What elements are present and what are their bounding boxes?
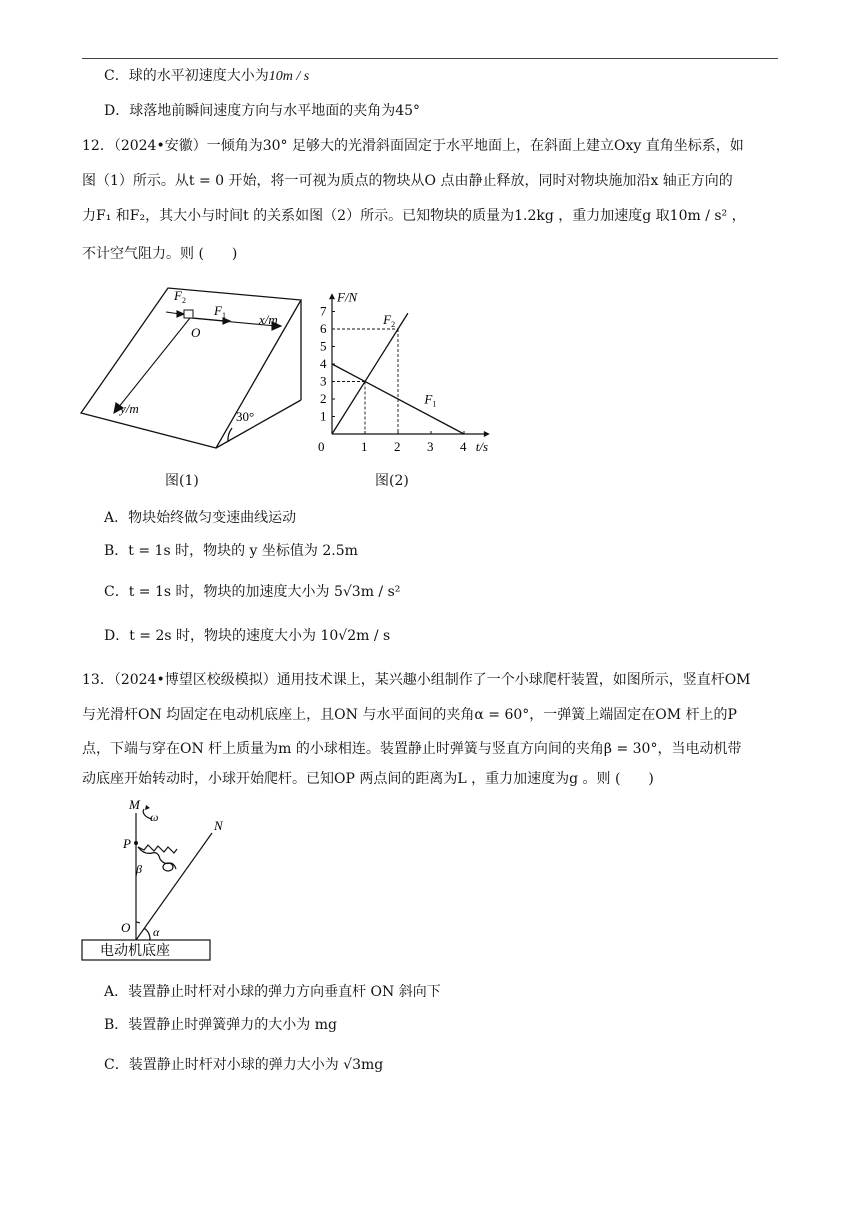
- label-N: N: [214, 818, 223, 833]
- q13-line-1: 13．（2024•博望区校级模拟）通用技术课上，某兴趣小组制作了一个小球爬杆装置，如图所示，竖直杆OM: [82, 672, 751, 688]
- label-x-axis: x/m: [259, 312, 278, 327]
- q12-figure-2-chart: [310, 282, 510, 460]
- y-tick-label: 7: [320, 303, 327, 319]
- q12-figure-1-caption: 图(1): [165, 473, 199, 489]
- y-tick-label: 2: [320, 391, 327, 406]
- x-tick-label: 1: [361, 439, 368, 454]
- y-tick-label: 3: [320, 373, 327, 389]
- q13-option-c: C．装置静止时杆对小球的弹力大小为 √3mg: [104, 1057, 384, 1073]
- label-angle-30: 30°: [236, 409, 255, 424]
- y-axis-arrow: [329, 293, 335, 299]
- q12-line-3: 力F₁ 和F₂，其大小与时间t 的关系如图（2）所示。已知物块的质量为1.2kg ，重力加速度g 取10m / s² ，: [82, 208, 746, 224]
- label-motor-base: 电动机底座: [100, 944, 170, 959]
- x-tick-label: 3: [427, 439, 434, 454]
- q12-figure-1-incline: [76, 280, 308, 452]
- option-c-prev: C．球的水平初速度大小为10m / s: [104, 68, 310, 84]
- label-y-axis: y/m: [120, 401, 139, 416]
- y-tick-label: 1: [320, 408, 327, 424]
- label-F2: $F_2$: [174, 288, 186, 305]
- label-omega: ω: [150, 810, 159, 824]
- q12-line-4: 不计空气阻力。则 ( ): [82, 246, 238, 262]
- x-tick-label: 4: [460, 439, 467, 454]
- option-d-prev: D．球落地前瞬间速度方向与水平地面的夹角为45°: [104, 103, 421, 119]
- y-tick-label: 4: [320, 356, 327, 371]
- y-axis-label: F/N: [337, 289, 358, 305]
- x-tick-label: 0: [318, 439, 325, 454]
- q13-line-3: 点，下端与穿在ON 杆上质量为m 的小球相连。装置静止时弹簧与竖直方向间的夹角β = 30°，当电动机带: [82, 741, 742, 757]
- q12-line-1: 12．（2024•安徽）一倾角为30° 足够大的光滑斜面固定于水平地面上，在斜面上建立Oxy 直角坐标系，如: [82, 138, 744, 154]
- series-label-F1: $F_1$: [424, 391, 437, 409]
- series-label-F2: $F_2$: [383, 311, 396, 329]
- label-O: O: [121, 920, 131, 935]
- series-line-F2: [332, 313, 408, 434]
- q12-option-a: A．物块始终做匀变速曲线运动: [104, 510, 297, 526]
- q12-option-b: B．t = 1s 时，物块的 y 坐标值为 2.5m: [104, 543, 358, 559]
- q12-option-d: D．t = 2s 时，物块的速度大小为 10√2m / s: [104, 628, 391, 644]
- x-axis-label: t/s: [475, 439, 489, 454]
- q13-line-4: 动底座开始转动时，小球开始爬杆。已知OP 两点间的距离为L ，重力加速度为g 。则 ( ): [82, 771, 654, 787]
- q12-figure-2-caption: 图(2): [375, 473, 409, 489]
- label-origin: O: [191, 325, 201, 340]
- label-F1: $F_1$: [214, 303, 226, 320]
- q13-option-a: A．装置静止时杆对小球的弹力方向垂直杆 ON 斜向下: [104, 984, 441, 1000]
- q13-option-b: B．装置静止时弹簧弹力的大小为 mg: [104, 1017, 337, 1033]
- q13-figure-device: [80, 795, 240, 965]
- y-tick-label: 6: [320, 321, 327, 336]
- q13-line-2: 与光滑杆ON 均固定在电动机底座上，且ON 与水平面间的夹角α = 60°，一弹簧上端固定在OM 杆上的P: [82, 707, 737, 723]
- label-M: M: [129, 797, 140, 812]
- x-tick-label: 2: [394, 439, 401, 454]
- q12-line-2: 图（1）所示。从t = 0 开始，将一可视为质点的物块从O 点由静止释放，同时对物块施加沿x 轴正方向的: [82, 173, 733, 189]
- y-tick-label: 5: [320, 338, 327, 354]
- header-rule: [82, 58, 778, 59]
- x-axis-arrow: [484, 431, 490, 437]
- label-alpha: α: [153, 925, 160, 939]
- label-beta: β: [136, 862, 142, 876]
- label-P: P: [123, 836, 131, 851]
- q12-option-c: C．t = 1s 时，物块的加速度大小为 5√3m / s²: [104, 584, 401, 600]
